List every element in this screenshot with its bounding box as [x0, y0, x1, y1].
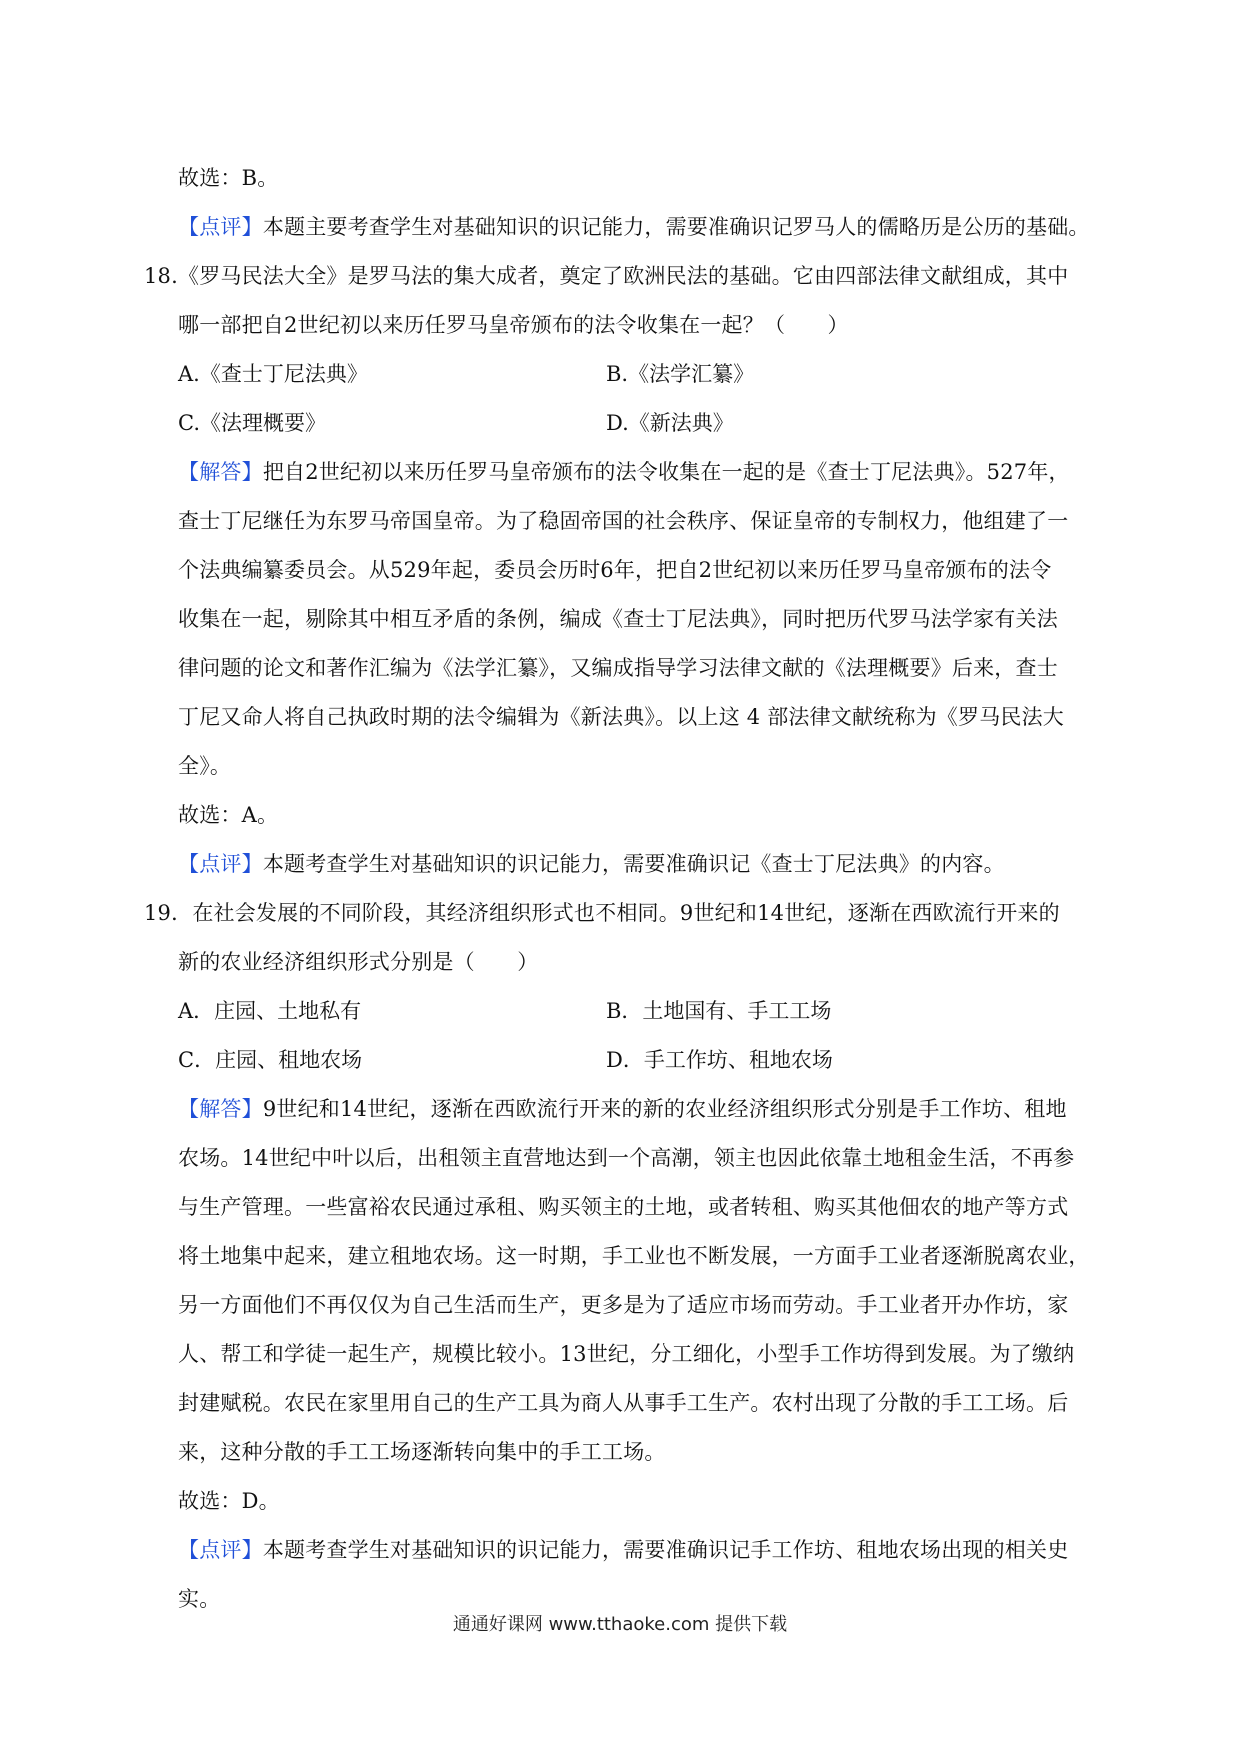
- answer-text: 9世纪和14世纪，逐渐在西欧流行开来的新的农业经济组织形式分别是手工作坊、租地: [262, 1097, 1067, 1121]
- q18-review: [178, 840, 1098, 889]
- review-text: 本题主要考查学生对基础知识的识记能力，需要准确识记罗马人的儒略历是公历的基础。: [262, 215, 1090, 239]
- answer-tag: 【解答】: [178, 460, 263, 484]
- q19-answer-line: 将土地集中起来，建立租地农场。这一时期，手工业也不断发展，一方面手工业者逐渐脱离农业，: [178, 1244, 1090, 1268]
- q18-options-row1: [178, 350, 1098, 399]
- q19-option-d: D．手工作坊、租地农场: [606, 1048, 833, 1072]
- q19-option-c: C．庄园、租地农场: [178, 1048, 363, 1072]
- review-text: 本题考查学生对基础知识的识记能力，需要准确识记《查士丁尼法典》的内容。: [262, 852, 1005, 876]
- q18-option-a: A.《查士丁尼法典》: [178, 362, 368, 386]
- q18-answer-line: 律问题的论文和著作汇编为《法学汇纂》，又编成指导学习法律文献的《法理概要》后来，查士: [178, 656, 1058, 680]
- q19-answer-line: 与生产管理。一些富裕农民通过承租、购买领主的土地，或者转租、购买其他佃农的地产等方式: [178, 1195, 1069, 1219]
- q18-option-d: D.《新法典》: [606, 411, 734, 435]
- review-text: 本题考查学生对基础知识的识记能力，需要准确识记手工作坊、租地农场出现的相关史: [262, 1538, 1069, 1562]
- q18-stem-line1: 18.《罗马民法大全》是罗马法的集大成者，奠定了欧洲民法的基础。它由四部法律文献组成，其中: [144, 264, 1069, 288]
- q19-answer-line: [178, 1085, 1098, 1134]
- q19-answer-line: 农场。14世纪中叶以后，出租领主直营地达到一个高潮，领主也因此依靠土地租金生活，不再参: [178, 1146, 1075, 1170]
- q19-choice: 故选：D。: [178, 1489, 280, 1513]
- q18-answer-line: [178, 448, 1098, 497]
- q18-answer-line: 丁尼又命人将自己执政时期的法令编辑为《新法典》。以上这 4 部法律文献统称为《罗马民法大: [178, 705, 1065, 729]
- q18-option-c: C.《法理概要》: [178, 411, 326, 435]
- q19-answer-line: 人、帮工和学徒一起生产，规模比较小。13世纪，分工细化，小型手工作坊得到发展。为了缴纳: [178, 1342, 1075, 1366]
- q18-answer-line: 个法典编纂委员会。从529年起，委员会历时6年，把自2世纪初以来历任罗马皇帝颁布的法令: [178, 558, 1052, 582]
- q19-review-continued: 实。: [178, 1587, 221, 1611]
- q18-choice: 故选：A。: [178, 803, 279, 827]
- q19-stem-line2: 新的农业经济组织形式分别是（ ）: [178, 950, 539, 974]
- q19-answer-line: 来，这种分散的手工工场逐渐转向集中的手工工场。: [178, 1440, 666, 1464]
- q18-stem-line2: 哪一部把自2世纪初以来历任罗马皇帝颁布的法令收集在一起？（ ）: [178, 313, 849, 337]
- review-tag: 【点评】: [178, 215, 263, 239]
- answer-tag: 【解答】: [178, 1097, 263, 1121]
- answer-text: 把自2世纪初以来历任罗马皇帝颁布的法令收集在一起的是《查士丁尼法典》。527年，: [262, 460, 1070, 484]
- q19-answer-line: 另一方面他们不再仅仅为自己生活而生产，更多是为了适应市场而劳动。手工业者开办作坊，家: [178, 1293, 1069, 1317]
- q19-answer-line: 封建赋税。农民在家里用自己的生产工具为商人从事手工生产。农村出现了分散的手工工场。后: [178, 1391, 1069, 1415]
- review-tag: 【点评】: [178, 1538, 263, 1562]
- q18-answer-line: 全》。: [178, 754, 232, 778]
- page-footer: 通通好课网 www.tthaoke.com 提供下载: [452, 1614, 788, 1635]
- page-content: [144, 154, 1098, 1624]
- q18-option-b: B.《法学汇纂》: [606, 362, 755, 386]
- q19-stem-line1: 19．在社会发展的不同阶段，其经济组织形式也不相同。9世纪和14世纪，逐渐在西欧流行开来的: [144, 901, 1060, 925]
- q19-option-b: B．土地国有、手工工场: [606, 999, 832, 1023]
- q18-options-row2: [178, 399, 1098, 448]
- q19-options-row1: [178, 987, 1098, 1036]
- q18-answer-line: 查士丁尼继任为东罗马帝国皇帝。为了稳固帝国的社会秩序、保证皇帝的专制权力，他组建了一: [178, 509, 1069, 533]
- q19-review: [178, 1526, 1098, 1575]
- review-tag: 【点评】: [178, 852, 263, 876]
- q19-option-a: A．庄园、土地私有: [178, 999, 362, 1023]
- q17-review: [178, 203, 1098, 252]
- q19-options-row2: [178, 1036, 1098, 1085]
- q17-choice: 故选：B。: [178, 166, 279, 190]
- q18-answer-line: 收集在一起，剔除其中相互矛盾的条例，编成《查士丁尼法典》，同时把历代罗马法学家有关法: [178, 607, 1058, 631]
